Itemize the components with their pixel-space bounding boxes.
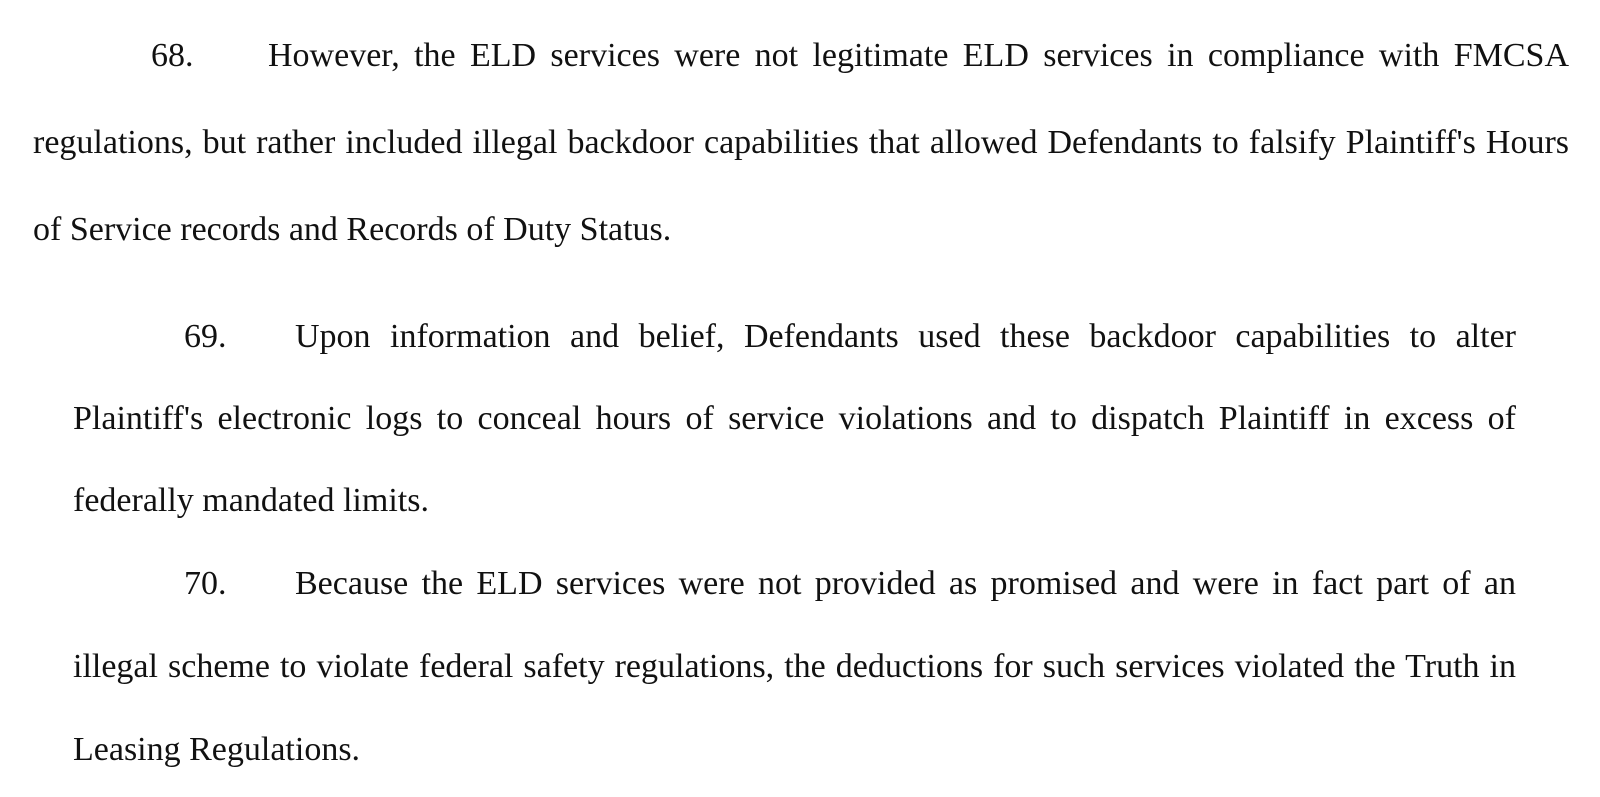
paragraph-70 xyxy=(73,542,1516,791)
paragraph-number: 70. xyxy=(184,565,227,602)
paragraph-number: 68. xyxy=(151,37,194,74)
paragraph-text: Because the ELD services were not provided as promised and were in fact part of an illegal scheme to violate federal safety regulations, the deductions for such services violated the Truth in Leasing Regulations. xyxy=(73,565,1516,768)
paragraph-69 xyxy=(73,296,1516,542)
paragraph-text: However, the ELD services were not legitimate ELD services in compliance with FMCSA regulations, but rather included illegal backdoor capabilities that allowed Defendants to falsify Plaintiff's Hours of Service records and Records of Duty Status. xyxy=(33,37,1569,248)
paragraph-number: 69. xyxy=(184,318,227,355)
paragraph-68 xyxy=(33,12,1569,273)
paragraph-text: Upon information and belief, Defendants used these backdoor capabilities to alter Plaintiff's electronic logs to conceal hours of service violations and to dispatch Plaintiff in excess of federally mandated limits. xyxy=(73,318,1516,519)
